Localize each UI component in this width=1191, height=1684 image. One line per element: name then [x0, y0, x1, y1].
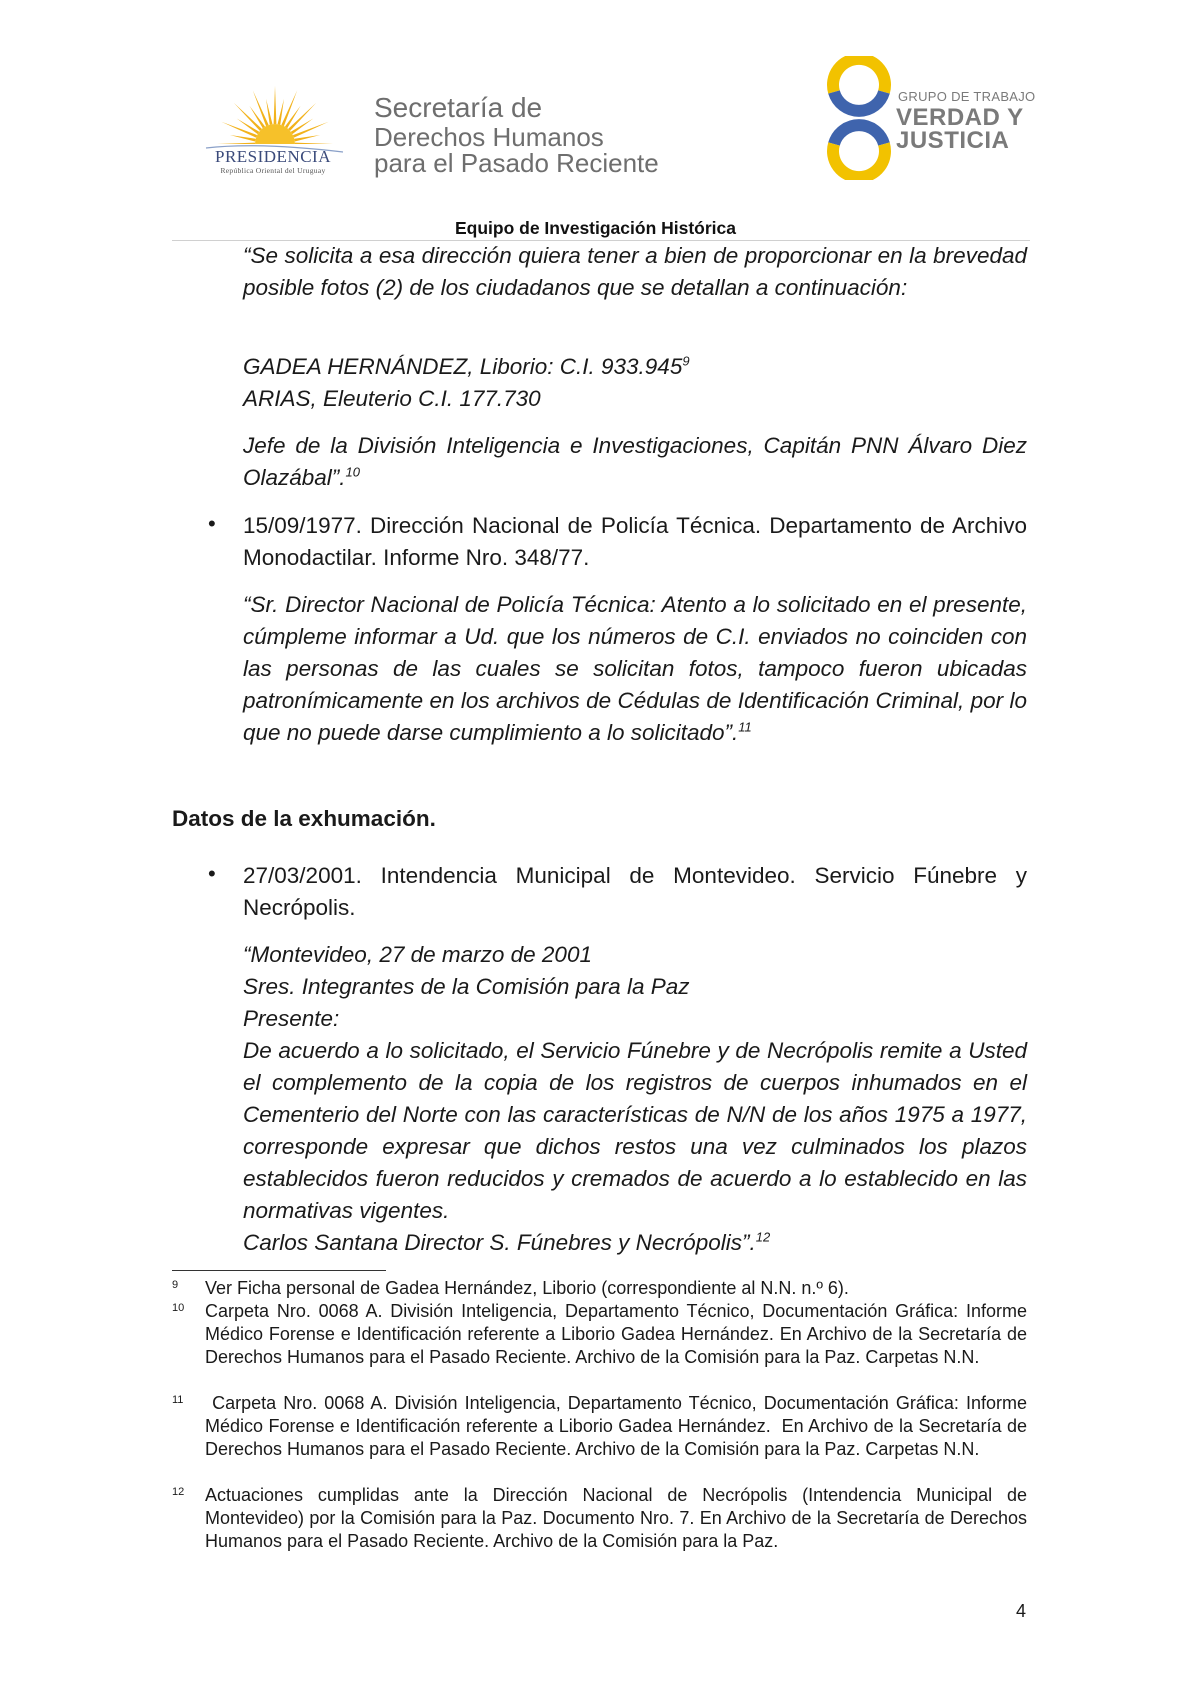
sun-ray	[230, 135, 256, 141]
verdad-justicia-logo-icon	[820, 56, 898, 180]
footnote-ref-9: 9	[682, 353, 690, 369]
footnote-divider	[172, 1270, 386, 1271]
sun-ray	[266, 99, 272, 125]
person-gadea: GADEA HERNÁNDEZ, Liborio: C.I. 933.945$^9$	[243, 353, 690, 379]
footnote-text: Carpeta Nro. 0068 A. División Inteligencia, Departamento Técnico, Documentación Gráfica: Informe Médico Forense e Identificación referente a Liborio Gadea Hernández. En Archivo de la Secretaría de Derechos Humanos para el Pasado Reciente. Archivo de la Comisión para la Paz. Carpetas N.N.	[205, 1301, 1027, 1367]
bullet-icon: •	[208, 511, 216, 536]
footnote-ref-10: 10	[345, 464, 361, 480]
quote-policia-tecnica: “Sr. Director Nacional de Policía Técnica: Atento a lo solicitado en el presente, cúmpleme informar a Ud. que los números de C.I. enviados no coinciden con las personas de las cuales se solicitan fotos, tampoco fueron ubicadas patronímicamente en los archivos de Cédulas de Identificación Criminal, por lo que no puede darse cumplimiento a lo solicitado”.$^{11}$	[243, 592, 1027, 745]
secretaria-line3: para el Pasado Reciente	[374, 148, 659, 178]
verdad-label: VERDAD Y	[896, 104, 1024, 131]
sun-ray	[253, 90, 269, 126]
sun-ray	[281, 90, 297, 126]
sun-ray	[221, 122, 257, 138]
footnote-number: 9	[172, 1279, 179, 1291]
presidencia-label: PRESIDENCIA	[214, 147, 331, 166]
team-title: Equipo de Investigación Histórica	[454, 218, 737, 238]
item-1977: 15/09/1977. Dirección Nacional de Policía Técnica. Departamento de Archivo Monodactilar. Informe Nro. 348/77.	[243, 513, 1027, 570]
footnote-text: Ver Ficha personal de Gadea Hernández, Liborio (correspondiente al N.N. n.º 6).	[205, 1278, 849, 1298]
quote3-line2: Sres. Integrantes de la Comisión para la Paz	[243, 974, 690, 999]
grupo-trabajo-label: GRUPO DE TRABAJO	[898, 89, 1036, 104]
footnote-text: Actuaciones cumplidas ante la Dirección Nacional de Necrópolis (Intendencia Municipal de Montevideo) por la Comisión para la Paz. Documento Nro. 7. En Archivo de la Secretaría de Derechos Humanos para el Pasado Reciente. Archivo de la Comisión para la Paz.	[205, 1485, 1027, 1551]
section-heading: Datos de la exhumación.	[172, 806, 436, 831]
person-arias: ARIAS, Eleuterio C.I. 177.730	[243, 386, 541, 411]
quote3-body: De acuerdo a lo solicitado, el Servicio Fúnebre y de Necrópolis remite a Usted el complemento de la copia de los registros de cuerpos inhumados en el Cementerio del Norte con las características de N/N de los años 1975 a 1977, corresponde expresar que dichos restos una vez culminados los plazos establecidos fueron reducidos y cremados de acuerdo a lo establecido en las normativas vigentes.	[243, 1038, 1027, 1223]
quote-request-photos: “Se solicita a esa dirección quiera tener a bien de proporcionar en la brevedad posible fotos (2) de los ciudadanos que se detallan a continuación:	[243, 243, 1027, 300]
footnote-ref-11: 11	[738, 719, 752, 735]
footnote-number: 12	[172, 1486, 185, 1498]
presidencia-sub-label: República Oriental del Uruguay	[220, 166, 326, 175]
footnote-number: 10	[172, 1302, 185, 1314]
footnote-ref-12: 12	[755, 1229, 771, 1245]
footnote-text: Carpeta Nro. 0068 A. División Inteligencia, Departamento Técnico, Documentación Gráfica: Informe Médico Forense e Identificación referente a Liborio Gadea Hernández. En Archivo de la Secretaría de Derechos Humanos para el Pasado Reciente. Archivo de la Comisión para la Paz. Carpetas N.N.	[205, 1393, 1033, 1459]
signature-diez: Jefe de la División Inteligencia e Investigaciones, Capitán PNN Álvaro Diez Olazábal”.$^{10}$	[243, 433, 1027, 490]
quote3-line1: “Montevideo, 27 de marzo de 2001	[243, 942, 592, 967]
quote3-line3: Presente:	[243, 1006, 340, 1031]
justicia-label: JUSTICIA	[896, 127, 1010, 154]
sun-ray	[274, 86, 277, 124]
page-number: 4	[1016, 1601, 1027, 1621]
secretaria-line1: Secretaría de	[374, 92, 543, 123]
sun-ray	[278, 99, 284, 125]
sun-ray	[293, 122, 329, 138]
bullet-icon: •	[208, 861, 216, 886]
item-2001: 27/03/2001. Intendencia Municipal de Montevideo. Servicio Fúnebre y Necrópolis.	[243, 863, 1027, 920]
quote3-signature: Carlos Santana Director S. Fúnebres y Necrópolis”.$^{12}$	[243, 1229, 771, 1255]
secretaria-line2: Derechos Humanos	[374, 122, 604, 152]
sun-ray	[294, 135, 320, 141]
footnote-number: 11	[172, 1394, 184, 1406]
